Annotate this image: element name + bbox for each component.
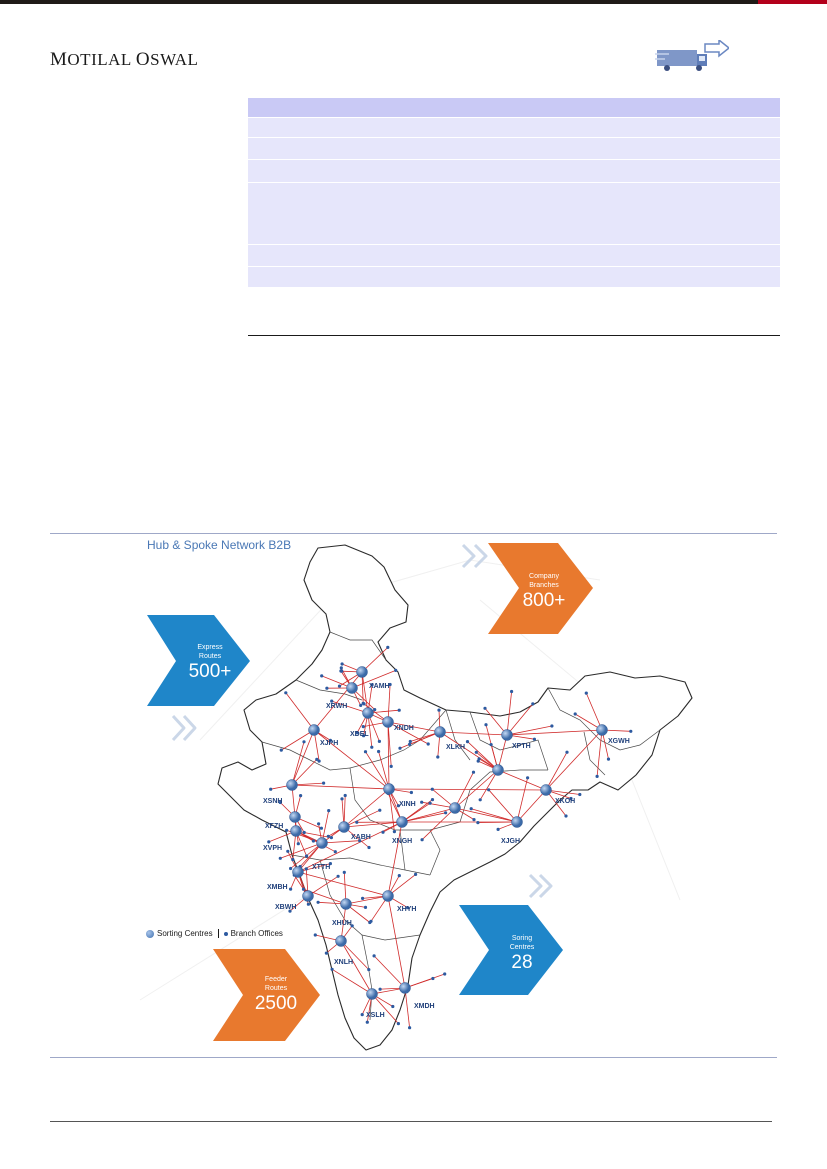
table-bottom-rule bbox=[248, 335, 780, 336]
branch-office-dot bbox=[289, 888, 292, 891]
chevron-right-icon bbox=[475, 545, 486, 567]
figure-bottom-rule bbox=[50, 1057, 777, 1058]
branch-office-dot bbox=[279, 857, 282, 860]
sorting-centre-marker bbox=[317, 838, 328, 849]
sorting-centre-marker bbox=[502, 730, 513, 741]
hub-code-label: XDEL bbox=[350, 731, 369, 738]
shaded-table bbox=[248, 98, 780, 287]
branch-office-dot bbox=[338, 685, 341, 688]
legend-label: Branch Offices bbox=[230, 929, 283, 938]
branch-office-dot bbox=[390, 765, 393, 768]
hub-code-label: XJPH bbox=[320, 740, 339, 747]
sorting-centre-marker bbox=[287, 780, 298, 791]
sorting-centre-marker bbox=[383, 717, 394, 728]
hub-code-label: XMBH bbox=[267, 884, 288, 891]
branch-office-dot bbox=[484, 723, 487, 726]
branch-office-dot bbox=[379, 988, 382, 991]
branch-office-legend-icon bbox=[224, 932, 228, 936]
figure-title: Hub & Spoke Network B2B bbox=[147, 538, 292, 552]
branch-office-dot bbox=[341, 662, 344, 665]
top-bar-dark bbox=[0, 0, 758, 4]
sorting-centre-marker bbox=[363, 708, 374, 719]
branch-office-dot bbox=[330, 836, 333, 839]
hub-code-label: XABH bbox=[351, 834, 371, 841]
branch-office-dot bbox=[312, 839, 315, 842]
hub-code-label: XSLH bbox=[366, 1012, 385, 1019]
branch-office-dot bbox=[327, 835, 330, 838]
branch-office-dot bbox=[373, 954, 376, 957]
legend-label: Sorting Centres bbox=[157, 929, 213, 938]
branch-office-dot bbox=[429, 802, 432, 805]
branch-office-dot bbox=[490, 743, 493, 746]
sorting-centre-marker bbox=[339, 822, 350, 833]
branch-office-dot bbox=[331, 968, 334, 971]
table-row bbox=[248, 266, 780, 287]
branch-office-dot bbox=[574, 712, 577, 715]
branch-office-dot bbox=[585, 692, 588, 695]
branch-office-dot bbox=[285, 829, 288, 832]
branch-office-dot bbox=[436, 755, 439, 758]
hub-code-label: XHYH bbox=[397, 906, 417, 913]
callout-label: Centres bbox=[509, 944, 535, 951]
sorting-centre-marker bbox=[541, 785, 552, 796]
branch-office-dot bbox=[596, 775, 599, 778]
branch-office-dot bbox=[431, 798, 434, 801]
sorting-centre-marker bbox=[597, 725, 608, 736]
hub-code-label: XAMH bbox=[369, 683, 390, 690]
branch-office-dot bbox=[550, 724, 553, 727]
callout-label: Routes bbox=[264, 985, 288, 992]
branch-office-dot bbox=[421, 838, 424, 841]
sorting-centre-marker bbox=[309, 725, 320, 736]
branch-office-dot bbox=[297, 842, 300, 845]
branch-office-dot bbox=[398, 874, 401, 877]
sorting-centre-marker bbox=[293, 867, 304, 878]
branch-office-dot bbox=[475, 751, 478, 754]
branch-office-dot bbox=[305, 854, 308, 857]
branch-office-dot bbox=[366, 1021, 369, 1024]
branch-office-dot bbox=[393, 830, 396, 833]
sorting-centre-marker bbox=[347, 683, 358, 694]
branch-office-dot bbox=[280, 749, 283, 752]
branch-office-dot bbox=[431, 788, 434, 791]
branch-office-dot bbox=[497, 828, 500, 831]
hub-code-label: XNDH bbox=[394, 725, 414, 732]
branch-office-dot bbox=[377, 750, 380, 753]
table-header-row bbox=[248, 98, 780, 117]
branch-office-dot bbox=[386, 646, 389, 649]
branch-office-dot bbox=[269, 788, 272, 791]
branch-office-dot bbox=[305, 867, 308, 870]
callout-label: Branches bbox=[529, 582, 559, 589]
branch-office-dot bbox=[320, 827, 323, 830]
hub-code-label: XRWH bbox=[326, 703, 348, 710]
branch-office-dot bbox=[343, 871, 346, 874]
callout-value: 28 bbox=[511, 952, 533, 973]
table-row bbox=[248, 244, 780, 266]
branch-office-dot bbox=[487, 788, 490, 791]
sorting-centre-marker bbox=[303, 891, 314, 902]
legend-separator bbox=[218, 929, 219, 938]
table-row bbox=[248, 159, 780, 182]
branch-office-dot bbox=[364, 906, 367, 909]
branch-office-dot bbox=[483, 707, 486, 710]
hub-code-label: XSNH bbox=[263, 798, 283, 805]
branch-office-dot bbox=[362, 725, 365, 728]
sorting-centre-marker bbox=[397, 817, 408, 828]
branch-office-dot bbox=[526, 776, 529, 779]
branch-office-dot bbox=[315, 758, 318, 761]
company-branches-callout bbox=[514, 572, 574, 612]
hub-code-label: XNLH bbox=[334, 959, 354, 966]
hub-code-label: XJGH bbox=[501, 838, 521, 845]
branch-office-dot bbox=[325, 687, 328, 690]
callout-value: 500+ bbox=[188, 661, 232, 682]
callout-label: Routes bbox=[198, 653, 222, 660]
chevron-right-icon bbox=[463, 545, 474, 567]
hub-code-label: XHUH bbox=[332, 920, 352, 927]
feeder-route-line bbox=[405, 988, 410, 1028]
branch-office-dot bbox=[533, 738, 536, 741]
branch-office-dot bbox=[420, 801, 423, 804]
branch-office-dot bbox=[303, 831, 306, 834]
branch-office-dot bbox=[381, 831, 384, 834]
callout-label: Express bbox=[197, 644, 223, 651]
branch-office-dot bbox=[397, 1022, 400, 1025]
hub-code-label: XNGH bbox=[392, 838, 413, 845]
feeder-route-line bbox=[405, 974, 445, 988]
branch-office-dot bbox=[302, 888, 305, 891]
branch-office-dot bbox=[408, 743, 411, 746]
hub-code-label: XLKH bbox=[446, 744, 466, 751]
branch-office-dot bbox=[361, 1013, 364, 1016]
sorting-centre-marker bbox=[435, 727, 446, 738]
sorting-centre-legend-icon bbox=[146, 930, 154, 938]
branch-office-dot bbox=[344, 794, 347, 797]
branch-office-dot bbox=[284, 691, 287, 694]
branch-office-dot bbox=[299, 794, 302, 797]
branch-office-dot bbox=[291, 858, 294, 861]
sorting-centre-marker bbox=[357, 667, 368, 678]
branch-office-dot bbox=[362, 702, 365, 705]
table-row bbox=[248, 137, 780, 159]
branch-office-dot bbox=[578, 793, 581, 796]
branch-office-dot bbox=[317, 822, 320, 825]
sorting-centre-marker bbox=[290, 812, 301, 823]
footer-rule bbox=[50, 1121, 772, 1122]
branch-office-dot bbox=[629, 730, 632, 733]
table-row bbox=[248, 182, 780, 244]
branch-office-dot bbox=[444, 811, 447, 814]
truck-logo-icon bbox=[655, 40, 729, 76]
branch-office-dot bbox=[370, 746, 373, 749]
branch-office-dot bbox=[410, 791, 413, 794]
sorting-centre-marker bbox=[493, 765, 504, 776]
branch-office-dot bbox=[510, 690, 513, 693]
top-bar-accent bbox=[758, 0, 827, 4]
branch-office-dot bbox=[359, 704, 362, 707]
branch-office-dot bbox=[398, 709, 401, 712]
branch-office-dot bbox=[361, 897, 364, 900]
figure-top-rule bbox=[50, 533, 777, 534]
branch-office-dot bbox=[340, 797, 343, 800]
sorting-centres-callout bbox=[492, 934, 552, 974]
branch-office-dot bbox=[334, 850, 337, 853]
branch-office-dot bbox=[470, 807, 473, 810]
branch-office-dot bbox=[607, 758, 610, 761]
branch-office-dot bbox=[378, 740, 381, 743]
sorting-centre-marker bbox=[512, 817, 523, 828]
branch-office-dot bbox=[398, 747, 401, 750]
branch-office-dot bbox=[391, 1005, 394, 1008]
callout-label: Company bbox=[529, 573, 559, 580]
branch-office-dot bbox=[286, 850, 289, 853]
callout-value: 800+ bbox=[522, 590, 566, 611]
branch-office-dot bbox=[302, 740, 305, 743]
branch-office-dot bbox=[414, 873, 417, 876]
hub-code-label: XBWH bbox=[275, 904, 297, 911]
branch-office-dot bbox=[314, 933, 317, 936]
branch-office-dot bbox=[267, 840, 270, 843]
branch-office-dot bbox=[427, 742, 430, 745]
branch-office-dot bbox=[466, 740, 469, 743]
sorting-centre-marker bbox=[367, 989, 378, 1000]
branch-office-dot bbox=[322, 782, 325, 785]
branch-office-dot bbox=[472, 818, 475, 821]
chevron-right-icon bbox=[173, 716, 184, 740]
hub-code-label: XMDH bbox=[414, 1003, 435, 1010]
hub-code-label: XINH bbox=[399, 801, 416, 808]
branch-office-dot bbox=[367, 846, 370, 849]
callout-value: 2500 bbox=[254, 993, 298, 1014]
brand-logo-text: MOTILAL OSWAL bbox=[50, 49, 199, 70]
branch-office-dot bbox=[437, 709, 440, 712]
map-legend bbox=[146, 929, 283, 938]
hub-code-label: XVPH bbox=[263, 845, 283, 852]
branch-office-dot bbox=[472, 771, 475, 774]
branch-office-dot bbox=[565, 751, 568, 754]
branch-office-dot bbox=[531, 702, 534, 705]
branch-office-dot bbox=[317, 901, 320, 904]
branch-office-dot bbox=[355, 821, 358, 824]
branch-office-dot bbox=[368, 921, 371, 924]
hub-code-label: XFZH bbox=[265, 823, 284, 830]
hub-code-label: XPTH bbox=[512, 743, 531, 750]
branch-office-dot bbox=[307, 903, 310, 906]
sorting-centre-marker bbox=[450, 803, 461, 814]
express-routes-callout bbox=[180, 643, 240, 683]
branch-office-dot bbox=[367, 968, 370, 971]
sorting-centre-marker bbox=[400, 983, 411, 994]
chevron-right-icon bbox=[530, 875, 541, 897]
callout-label: Soring bbox=[511, 935, 533, 942]
branch-office-dot bbox=[320, 674, 323, 677]
india-network-map bbox=[132, 535, 702, 1055]
branch-office-dot bbox=[394, 669, 397, 672]
branch-office-dot bbox=[476, 821, 479, 824]
hub-code-label: XTTH bbox=[312, 864, 331, 871]
sorting-centre-marker bbox=[291, 826, 302, 837]
branch-office-dot bbox=[289, 867, 292, 870]
hub-code-label: XKOH bbox=[555, 798, 576, 805]
sorting-centre-marker bbox=[336, 936, 347, 947]
branch-office-dot bbox=[327, 809, 330, 812]
branch-office-dot bbox=[431, 977, 434, 980]
branch-office-dot bbox=[373, 708, 376, 711]
branch-office-dot bbox=[339, 669, 342, 672]
feeder-routes-callout bbox=[246, 975, 306, 1015]
branch-office-dot bbox=[564, 814, 567, 817]
branch-office-dot bbox=[443, 972, 446, 975]
branch-office-dot bbox=[337, 875, 340, 878]
table-row bbox=[248, 117, 780, 137]
hub-code-label: XGWH bbox=[608, 738, 630, 745]
branch-office-dot bbox=[479, 798, 482, 801]
branch-office-dot bbox=[364, 750, 367, 753]
sorting-centre-marker bbox=[383, 891, 394, 902]
branch-office-dot bbox=[408, 1026, 411, 1029]
sorting-centre-marker bbox=[384, 784, 395, 795]
branch-office-dot bbox=[409, 740, 412, 743]
branch-office-dot bbox=[477, 760, 480, 763]
callout-label: Feeder bbox=[264, 976, 288, 983]
chevron-right-icon bbox=[184, 716, 195, 740]
sorting-centre-marker bbox=[341, 899, 352, 910]
branch-office-dot bbox=[325, 952, 328, 955]
branch-office-dot bbox=[378, 809, 381, 812]
branch-office-dot bbox=[340, 666, 343, 669]
